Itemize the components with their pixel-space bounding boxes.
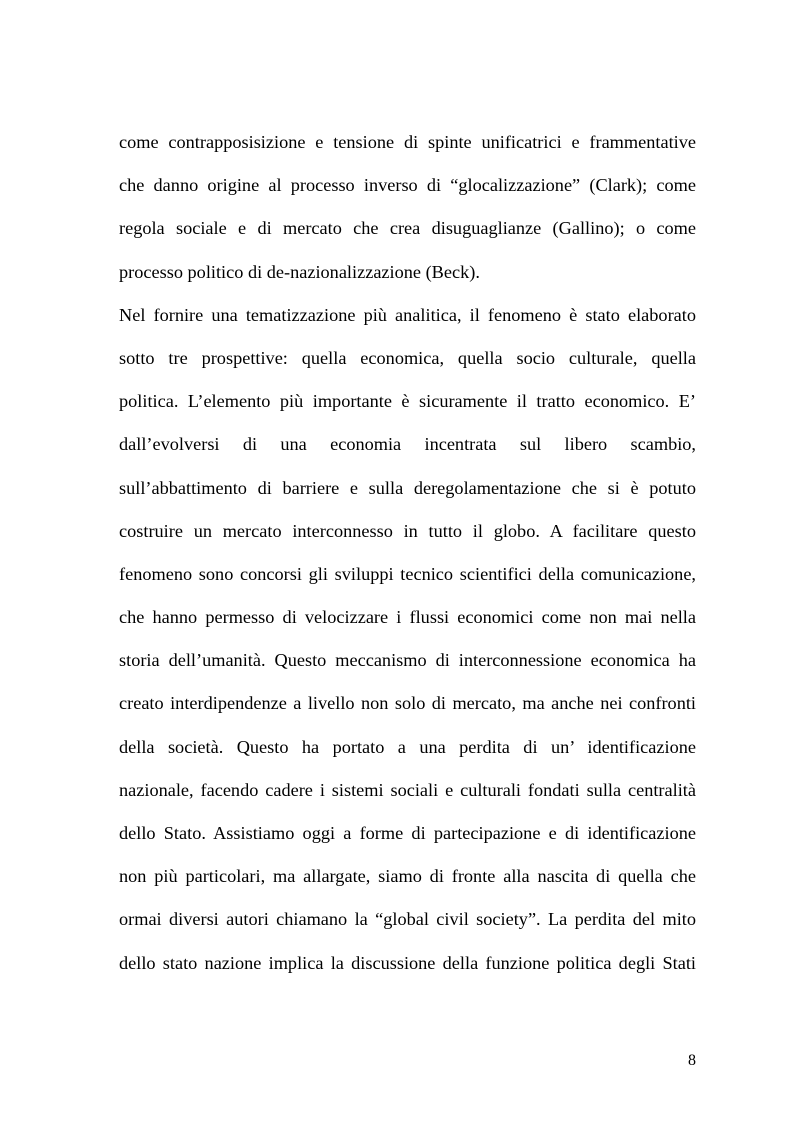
text-line: storia dell’umanità. Questo meccanismo di interconnessione economica ha (119, 650, 696, 671)
text-line: regola sociale e di mercato che crea disuguaglianze (Gallino); o come (119, 218, 696, 239)
text-line: della società. Questo ha portato a una perdita di un’ identificazione (119, 736, 696, 757)
text-line: dello Stato. Assistiamo oggi a forme di partecipazione e di identificazione (119, 823, 696, 843)
text-line: Nel fornire una tematizzazione più analitica, il fenomeno è stato elaborato (119, 304, 696, 325)
text-line: nazionale, facendo cadere i sistemi sociali e culturali fondati sulla centralità (119, 779, 696, 800)
page-number: 8 (688, 1052, 696, 1069)
text-line: non più particolari, ma allargate, siamo di fronte alla nascita di quella che (119, 866, 696, 887)
text-line: fenomeno sono concorsi gli sviluppi tecnico scientifici della comunicazione, (119, 563, 696, 584)
text-line: che danno origine al processo inverso di “glocalizzazione” (Clark); come (119, 175, 696, 196)
text-line: che hanno permesso di velocizzare i flussi economici come non mai nella (119, 607, 696, 628)
text-line: sull’abbattimento di barriere e sulla deregolamentazione che si è potuto (119, 477, 696, 498)
text-line: politica. L’elemento più importante è sicuramente il tratto economico. E’ (119, 391, 696, 412)
body-text (119, 121, 696, 985)
text-line: come contrapposisizione e tensione di spinte unificatrici e frammentative (119, 132, 696, 152)
text-line: sotto tre prospettive: quella economica, quella socio culturale, quella (119, 347, 696, 368)
text-line: creato interdipendenze a livello non solo di mercato, ma anche nei confronti (119, 693, 696, 714)
text-line: costruire un mercato interconnesso in tutto il globo. A facilitare questo (119, 520, 696, 541)
text-line: dello stato nazione implica la discussione della funzione politica degli Stati (119, 952, 696, 973)
text-line: processo politico di de-nazionalizzazione (Beck). (119, 261, 480, 282)
text-line: ormai diversi autori chiamano la “global civil society”. La perdita del mito (119, 909, 696, 930)
text-line: dall’evolversi di una economia incentrata sul libero scambio, (119, 434, 696, 455)
